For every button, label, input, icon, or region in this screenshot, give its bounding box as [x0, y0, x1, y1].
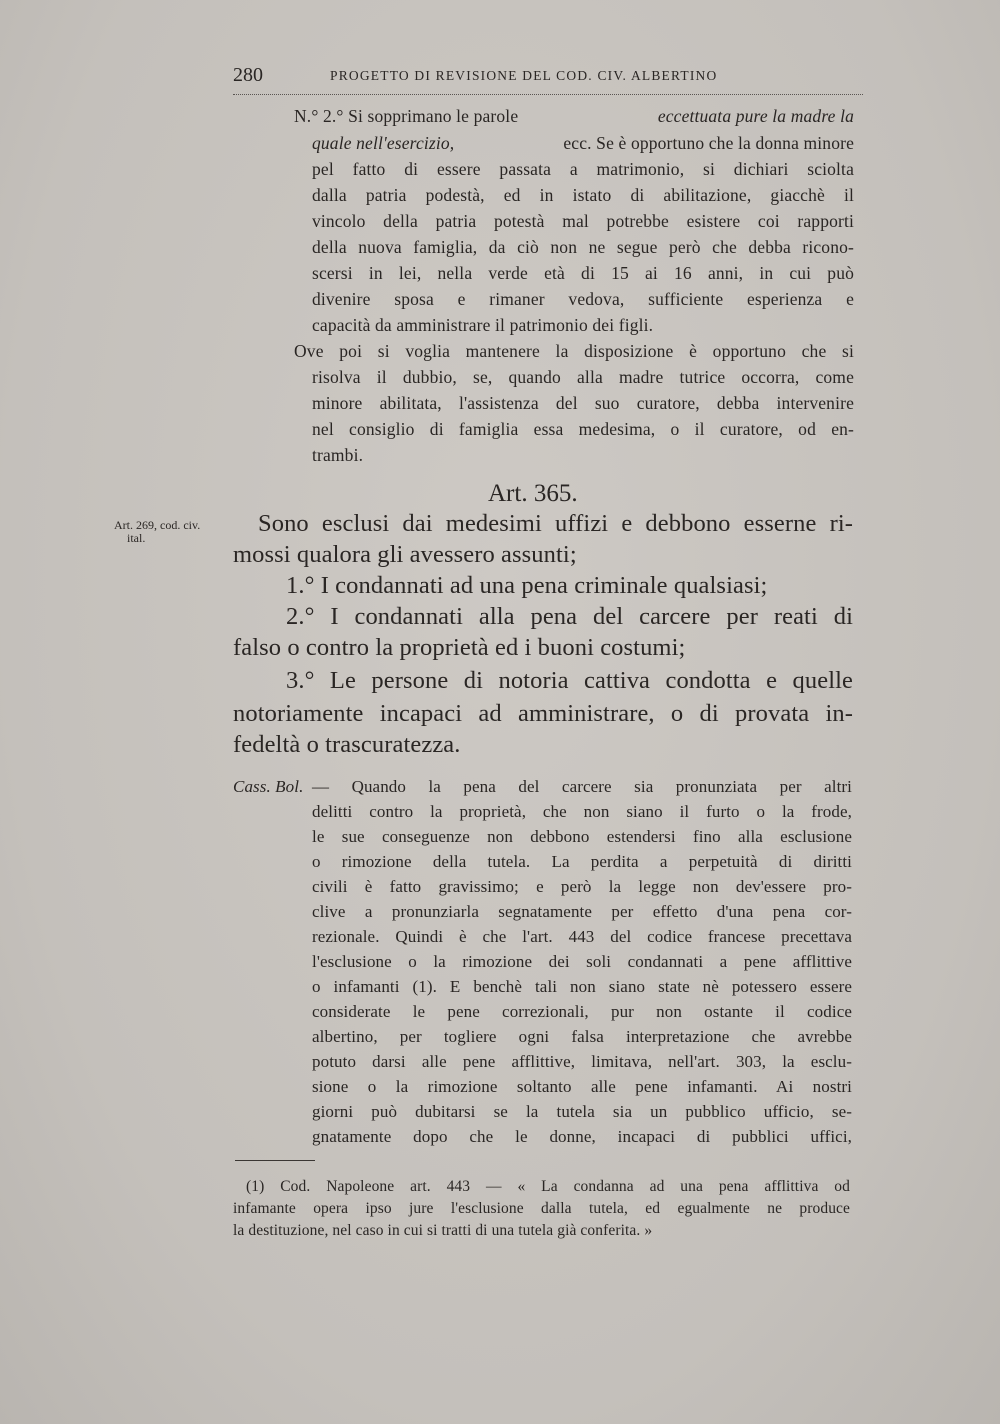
commentary-line: albertino, per togliere ogni falsa interpretazione che avrebbe — [312, 1027, 852, 1046]
commentary-line: l'esclusione o la rimozione dei soli condannati a pene afflittive — [312, 952, 852, 971]
footnote-rule — [235, 1160, 315, 1161]
text-line: vincolo della patria potestà mal potrebbe esistere coi rapporti — [312, 211, 854, 231]
text-line: trambi. — [312, 445, 364, 465]
article-heading: Art. 365. — [488, 480, 578, 507]
commentary-line: o rimozione della tutela. La perdita a perpetuità di diritti — [312, 852, 852, 871]
margin-reference: Art. 269, cod. civ. — [114, 518, 201, 532]
commentary-line: considerate le pene correzionali, pur non ostante il codice — [312, 1002, 852, 1021]
commentary-line: sione o la rimozione soltanto alle pene infamanti. Ai nostri — [312, 1077, 852, 1096]
article-line: notoriamente incapaci ad amministrare, o di provata in- — [233, 700, 853, 727]
text-line: Ove poi si voglia mantenere la disposizione è opportuno che si — [294, 341, 854, 361]
commentary-line: potuto darsi alle pene afflittive, limitava, nell'art. 303, la esclu- — [312, 1052, 852, 1071]
margin-reference-cont: ital. — [127, 531, 146, 545]
article-item-1: 1.° I condannati ad una pena criminale qualsiasi; — [286, 572, 768, 599]
commentary-line: civili è fatto gravissimo; e però la legge non dev'essere pro- — [312, 877, 852, 896]
text-line: minore abilitata, l'assistenza del suo curatore, debba intervenire — [312, 393, 854, 413]
text-line: pel fatto di essere passata a matrimonio, si dichiari sciolta — [312, 159, 854, 179]
commentary-line: gnatamente dopo che le donne, incapaci di pubblici uffici, — [312, 1127, 852, 1146]
footnote-line: infamante opera ipso jure l'esclusione dalla tutela, ed egualmente ne produce — [233, 1200, 850, 1217]
text-line: della nuova famiglia, da ciò non ne segue però che debba ricono- — [312, 237, 854, 257]
running-title: PROGETTO DI REVISIONE DEL COD. CIV. ALBERTINO — [330, 68, 718, 83]
article-line: falso o contro la proprietà ed i buoni costumi; — [233, 634, 686, 661]
commentary-line: delitti contro la proprietà, che non siano il furto o la frode, — [312, 802, 852, 821]
text-line: quale nell'esercizio, ecc. Se è opportuno che la donna minore — [312, 133, 854, 153]
commentary-line: — Quando la pena del carcere sia pronunziata per altri — [312, 777, 852, 796]
article-item-2: 2.° I condannati alla pena del carcere per reati di — [286, 603, 853, 630]
commentary-source: Cass. Bol. — [233, 777, 304, 796]
footnote-line: (1) Cod. Napoleone art. 443 — « La condanna ad una pena afflittiva od — [246, 1178, 850, 1195]
text-line: scersi in lei, nella verde età di 15 ai 16 anni, in cui può — [312, 263, 854, 283]
footnote-line: la destituzione, nel caso in cui si tratti di una tutela già conferita. » — [233, 1222, 653, 1239]
text-line: N.° 2.° Si sopprimano le parole eccettuata pure la madre la — [294, 106, 854, 126]
commentary-line: giorni può dubitarsi se la tutela sia un pubblico ufficio, se- — [312, 1102, 852, 1121]
page-number: 280 — [233, 64, 263, 86]
text-line: divenire sposa e rimaner vedova, sufficiente esperienza e — [312, 289, 854, 309]
commentary-line: rezionale. Quindi è che l'art. 443 del codice francese precettava — [312, 927, 852, 946]
text-line: capacità da amministrare il patrimonio dei figli. — [312, 315, 654, 335]
text-line: risolva il dubbio, se, quando alla madre tutrice occorra, come — [312, 367, 854, 387]
commentary-line: le sue conseguenze non debbono estendersi fino alla esclusione — [312, 827, 852, 846]
text-line: nel consiglio di famiglia essa medesima, o il curatore, od en- — [312, 419, 854, 439]
commentary-line: o infamanti (1). E benchè tali non siano state nè potessero essere — [312, 977, 852, 996]
commentary-line: clive a pronunziarla segnatamente per effetto d'una pena cor- — [312, 902, 852, 921]
article-line: fedeltà o trascuratezza. — [233, 731, 461, 758]
text-line: dalla patria podestà, ed in istato di abilitazione, giacchè il — [312, 185, 854, 205]
header-rule — [233, 94, 863, 95]
article-line: Sono esclusi dai medesimi uffizi e debbono esserne ri- — [258, 510, 853, 537]
article-item-3: 3.° Le persone di notoria cattiva condotta e quelle — [286, 667, 853, 694]
article-line: mossi qualora gli avessero assunti; — [233, 541, 577, 568]
